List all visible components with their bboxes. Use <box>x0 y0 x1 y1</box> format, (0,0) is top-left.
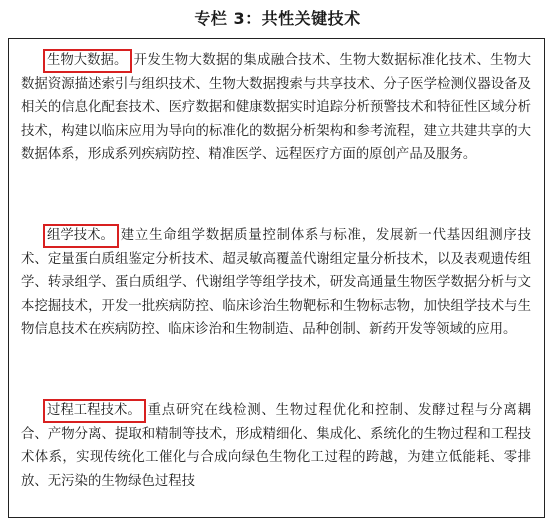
section-heading-big-data: 生物大数据。 <box>43 49 132 73</box>
section-heading-omics: 组学技术。 <box>43 224 119 248</box>
section-heading-process-engineering: 过程工程技术。 <box>43 399 146 423</box>
section-process-engineering <box>21 399 531 493</box>
section-omics <box>21 224 531 341</box>
section-big-data <box>21 49 531 166</box>
section-body-omics: 建立生命组学数据质量控制体系与标准，发展新一代基因组测序技术、定量蛋白质组鉴定分析技术、超灵敏高覆盖代谢组定量分析技术，以及表观遗传组学、转录组学、蛋白质组学、代谢组学等组学技术，研发高通量生物医学数据分析与文本挖掘技术，开发一批疾病防控、临床诊治生物靶标和生物标志物，加快组学技术与生物信息技术在疾病防控、临床诊治和生物制造、品种创制、新药开发等领域的应用。 <box>21 228 531 337</box>
box-title: 专栏 3：共性关键技术 <box>194 9 361 28</box>
text-box <box>8 38 545 518</box>
section-body-process-engineering: 重点研究在线检测、生物过程优化和控制、发酵过程与分离耦合、产物分离、提取和精制等技术，形成精细化、集成化、系统化的生物过程和工程技术体系，实现传统化工催化与合成向绿色生物化工过程的跨越，为建立低能耗、零排放、无污染的生物绿色过程技 <box>21 403 531 489</box>
section-body-big-data: 开发生物大数据的集成融合技术、生物大数据标准化技术、生物大数据资源描述索引与组织技术、生物大数据搜索与共享技术、分子医学检测仪器设备及相关的信息化配套技术、医疗数据和健康数据实时追踪分析预警技术和特征性区域分析技术，构建以临床应用为导向的标准化的数据分析架构和参考流程，建立共建共享的大数据体系，形成系列疾病防控、精准医学、远程医疗方面的原创产品及服务。 <box>21 53 531 162</box>
